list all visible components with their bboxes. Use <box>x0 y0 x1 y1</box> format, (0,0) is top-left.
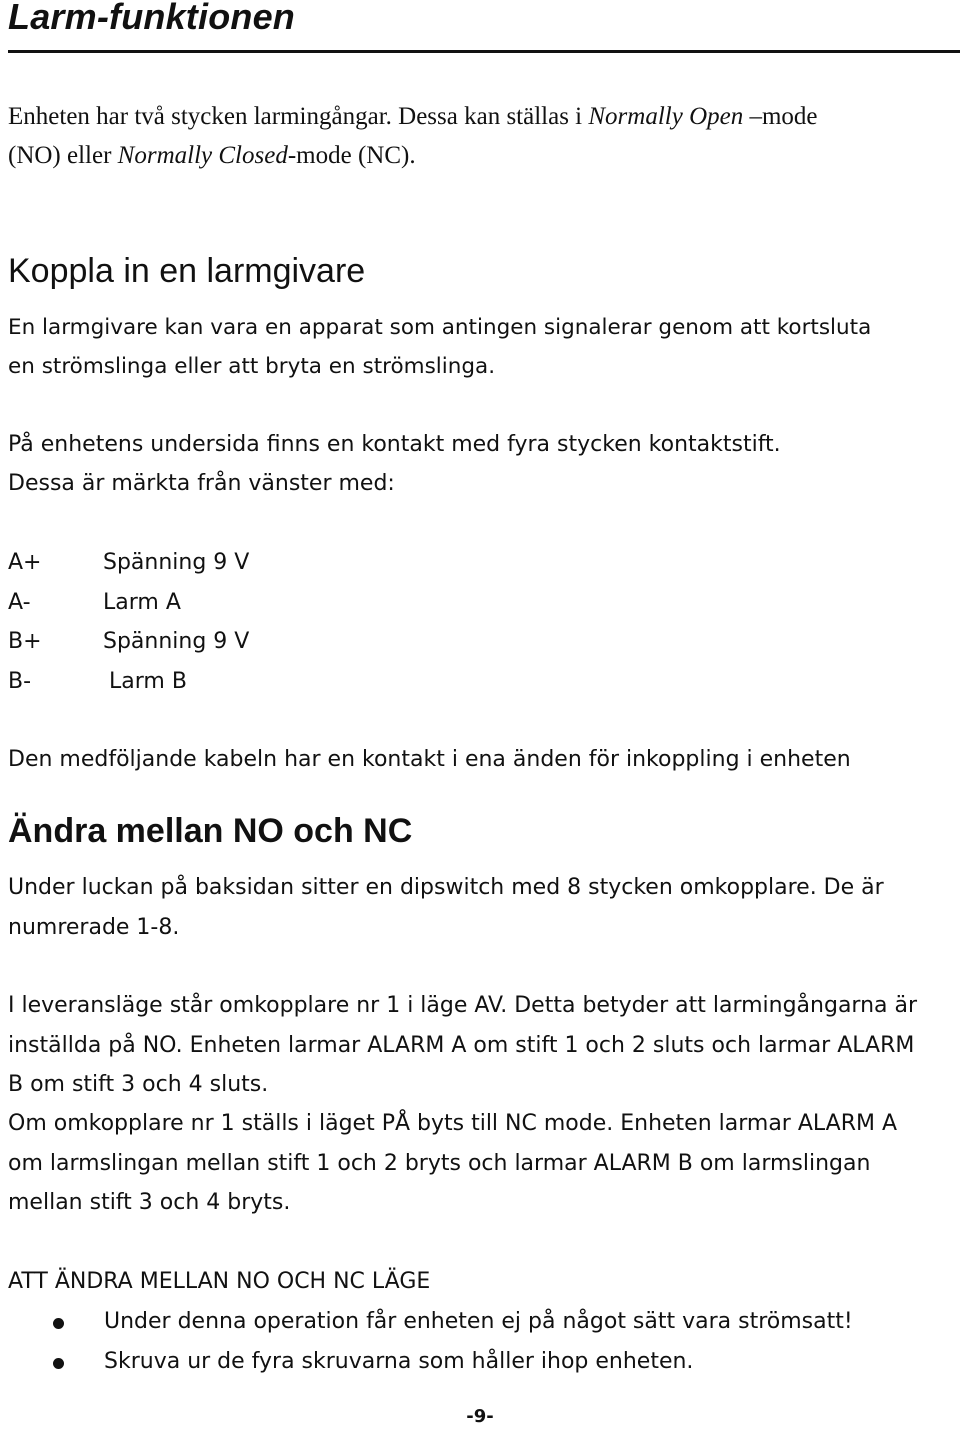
pin-description: Spänning 9 V <box>103 550 250 575</box>
pin-description: Larm B <box>109 669 187 694</box>
section-heading-att-andra: ATT ÄNDRA MELLAN NO OCH NC LÄGE <box>8 1269 431 1294</box>
paragraph-line: Dessa är märkta från vänster med: <box>8 471 395 496</box>
pin-description: Larm A <box>103 590 181 615</box>
intro-line-2 <box>8 142 416 170</box>
pin-row <box>8 590 181 615</box>
intro-text: (NO) eller <box>8 142 118 169</box>
bullet-icon <box>53 1358 64 1369</box>
paragraph-line: På enhetens undersida finns en kontakt med fyra stycken kontaktstift. <box>8 432 781 457</box>
pin-row <box>8 550 249 575</box>
paragraph-line: mellan stift 3 och 4 bryts. <box>8 1190 291 1215</box>
bullet-item: Under denna operation får enheten ej på något sätt vara strömsatt! <box>104 1309 853 1334</box>
paragraph-line: en strömslinga eller att bryta en strömslinga. <box>8 354 496 379</box>
intro-emphasis-no: Normally Open <box>588 103 744 130</box>
cable-note: Den medföljande kabeln har en kontakt i ena änden för inkoppling i enheten <box>8 747 851 772</box>
pin-label: B- <box>8 669 32 694</box>
paragraph-line: Om omkopplare nr 1 ställs i läget PÅ byts till NC mode. Enheten larmar ALARM A <box>8 1111 898 1136</box>
intro-line-1 <box>8 103 818 131</box>
section-heading-koppla: Koppla in en larmgivare <box>8 252 366 290</box>
paragraph-line: Under luckan på baksidan sitter en dipswitch med 8 stycken omkopplare. De är <box>8 875 884 900</box>
paragraph-line: B om stift 3 och 4 sluts. <box>8 1072 269 1097</box>
bullet-icon <box>53 1318 64 1329</box>
section-heading-no-nc: Ändra mellan NO och NC <box>8 812 413 850</box>
pin-row <box>8 629 249 654</box>
paragraph-line: om larmslingan mellan stift 1 och 2 bryts och larmar ALARM B om larmslingan <box>8 1151 871 1176</box>
paragraph-line: numrerade 1-8. <box>8 915 180 940</box>
pin-label: A- <box>8 590 31 615</box>
intro-emphasis-nc: Normally Closed <box>117 142 288 169</box>
paragraph-line: En larmgivare kan vara en apparat som antingen signalerar genom att kortsluta <box>8 315 872 340</box>
paragraph-line: inställda på NO. Enheten larmar ALARM A om stift 1 och 2 sluts och larmar ALARM <box>8 1033 915 1058</box>
pin-description: Spänning 9 V <box>103 629 250 654</box>
bullet-item: Skruva ur de fyra skruvarna som håller ihop enheten. <box>104 1349 694 1374</box>
intro-text: Enheten har två stycken larmingångar. Dessa kan ställas i <box>8 103 589 130</box>
pin-label: A+ <box>8 550 42 575</box>
intro-text: -mode (NC). <box>287 142 416 169</box>
intro-text: –mode <box>743 103 818 130</box>
pin-row <box>8 669 187 694</box>
paragraph-line: I leveransläge står omkopplare nr 1 i läge AV. Detta betyder att larmingångarna är <box>8 993 918 1018</box>
page-title: Larm-funktionen <box>8 0 295 37</box>
page-number: -9- <box>466 1406 494 1427</box>
title-divider <box>8 50 960 53</box>
pin-label: B+ <box>8 629 42 654</box>
